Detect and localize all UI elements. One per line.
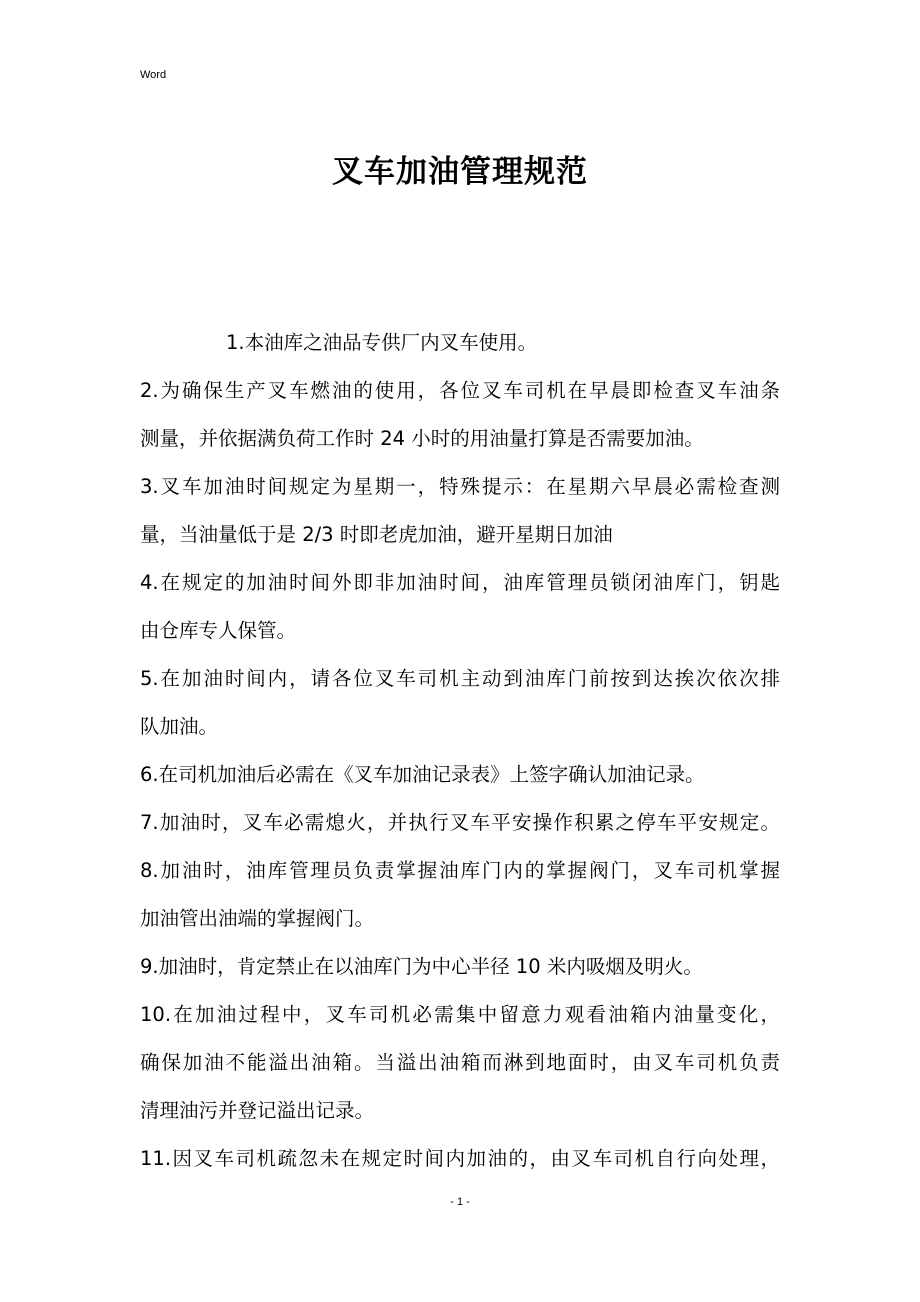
document-title: 叉车加油管理规范 — [332, 154, 588, 190]
paragraph-line: 4.在规定的加油时间外即非加油时间，油库管理员锁闭油库门，钥匙 — [140, 571, 780, 594]
paragraph-line: 加油管出油端的掌握阀门。 — [140, 907, 375, 930]
document-body — [140, 319, 780, 1183]
paragraph-line: 测量，并依据满负荷工作时 24 小时的用油量打算是否需要加油。 — [140, 427, 704, 450]
paragraph-line: 确保加油不能溢出油箱。当溢出油箱而淋到地面时，由叉车司机负责 — [140, 1051, 780, 1074]
paragraph-line: 6.在司机加油后必需在《叉车加油记录表》上签字确认加油记录。 — [140, 763, 705, 786]
paragraph-line: 量，当油量低于是 2/3 时即老虎加油，避开星期日加油 — [140, 523, 613, 546]
paragraph-line: 1.本油库之油品专供厂内叉车使用。 — [226, 331, 538, 354]
paragraph-line: 2.为确保生产叉车燃油的使用，各位叉车司机在早晨即检查叉车油条 — [140, 379, 780, 402]
paragraph-line: 7.加油时，叉车必需熄火，并执行叉车平安操作积累之停车平安规定。 — [140, 811, 780, 834]
paragraph-line: 由仓库专人保管。 — [140, 619, 297, 642]
paragraph-line: 11.因叉车司机疏忽未在规定时间内加油的，由叉车司机自行向处理， — [140, 1147, 780, 1170]
paragraph-line: 8.加油时，油库管理员负责掌握油库门内的掌握阀门，叉车司机掌握 — [140, 859, 780, 882]
paragraph-line: 9.加油时，肯定禁止在以油库门为中心半径 10 米内吸烟及明火。 — [140, 955, 703, 978]
paragraph-line: 10.在加油过程中，叉车司机必需集中留意力观看油箱内油量变化， — [140, 1003, 780, 1026]
paragraph-line: 5.在加油时间内，请各位叉车司机主动到油库门前按到达挨次依次排 — [140, 667, 780, 690]
paragraph-line: 清理油污并登记溢出记录。 — [140, 1099, 375, 1122]
paragraph-line: 3.叉车加油时间规定为星期一，特殊提示：在星期六早晨必需检查测 — [140, 475, 780, 498]
paragraph-line: 队加油。 — [140, 715, 219, 738]
page-number: - 1 - — [450, 1196, 470, 1208]
header-label: Word — [140, 69, 167, 81]
